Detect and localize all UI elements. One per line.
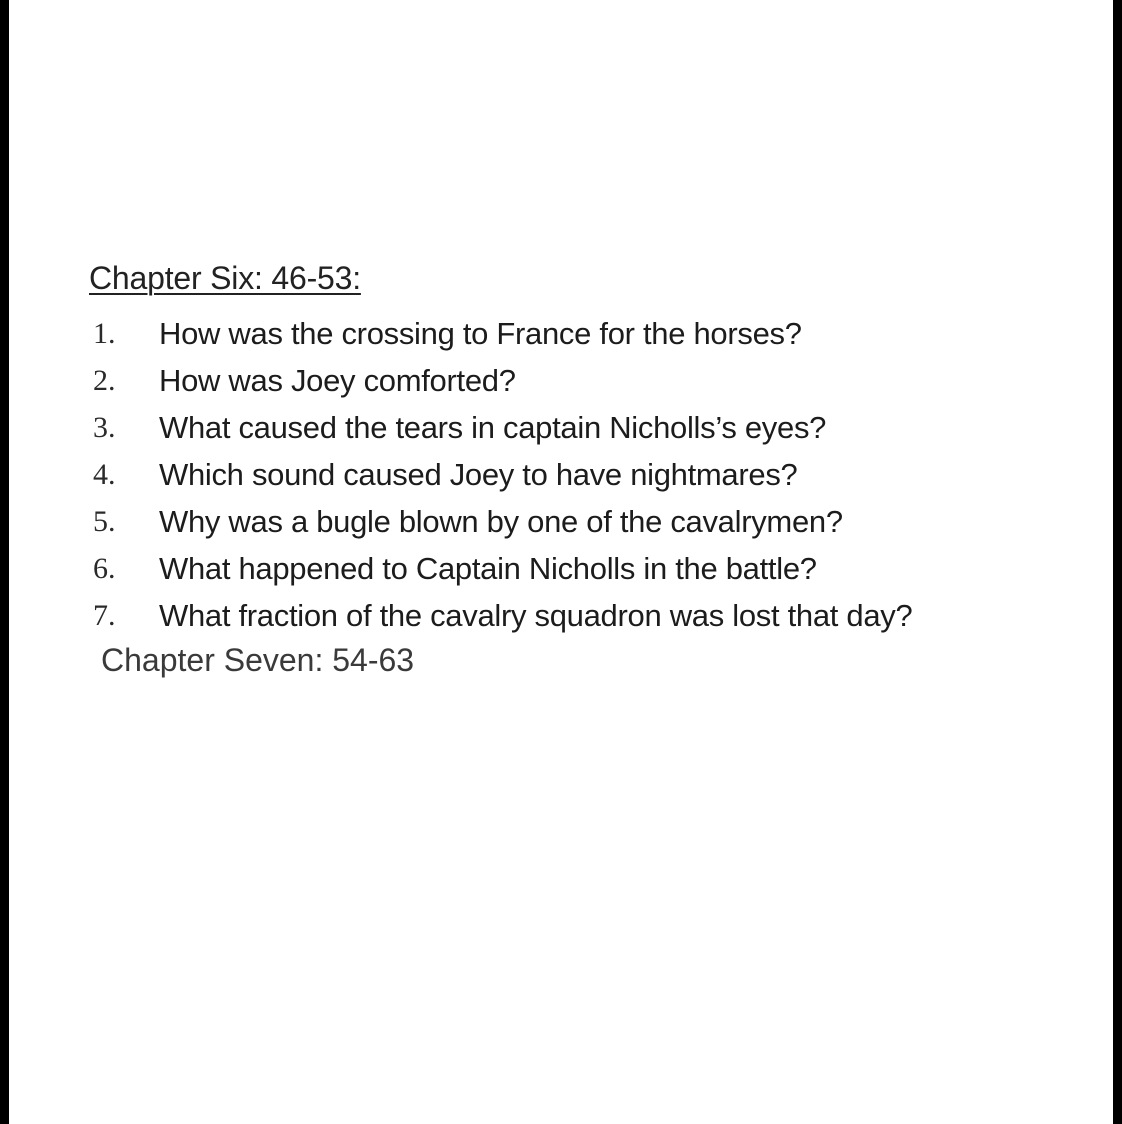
right-frame-border bbox=[1113, 0, 1122, 1124]
question-text: What caused the tears in captain Nicholls’s eyes? bbox=[159, 410, 827, 445]
question-number: 1. bbox=[93, 317, 116, 350]
question-text: What fraction of the cavalry squadron was lost that day? bbox=[159, 598, 913, 633]
left-frame-border bbox=[0, 0, 9, 1124]
chapter-heading: Chapter Six: 46-53: bbox=[89, 260, 361, 296]
cropped-next-heading bbox=[101, 642, 431, 678]
question-number: 2. bbox=[93, 364, 116, 397]
question-text: What happened to Captain Nicholls in the battle? bbox=[159, 551, 817, 586]
worksheet-page bbox=[9, 0, 1113, 1124]
question-text: Which sound caused Joey to have nightmares? bbox=[159, 457, 798, 492]
question-number: 7. bbox=[93, 599, 116, 632]
cropped-heading-text: Chapter Seven: 54-63 bbox=[101, 642, 415, 678]
question-number: 3. bbox=[93, 411, 116, 444]
question-number: 6. bbox=[93, 552, 116, 585]
question-text: How was Joey comforted? bbox=[159, 363, 516, 398]
question-text: How was the crossing to France for the horses? bbox=[159, 316, 802, 351]
question-number: 4. bbox=[93, 458, 116, 491]
question-text: Why was a bugle blown by one of the cavalrymen? bbox=[159, 504, 843, 539]
question-number: 5. bbox=[93, 505, 116, 538]
